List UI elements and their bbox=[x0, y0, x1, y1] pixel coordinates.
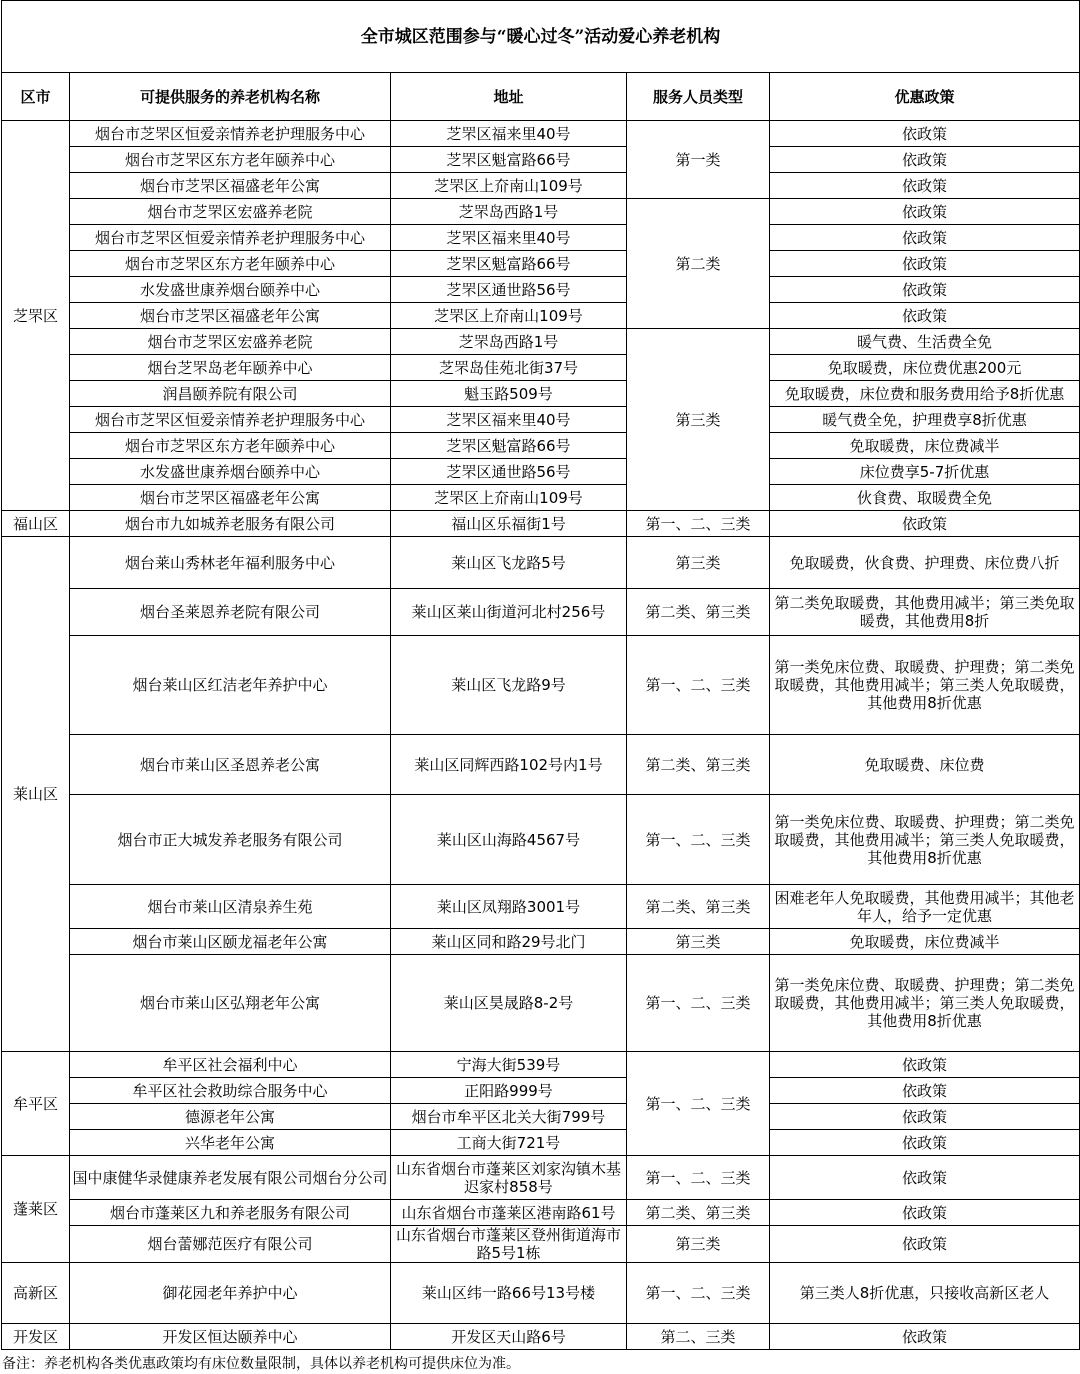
institution-name-cell: 烟台市芝罘区东方老年颐养中心 bbox=[70, 433, 391, 459]
table-row bbox=[2, 121, 1080, 147]
service-type-cell: 第一、二、三类 bbox=[627, 795, 770, 885]
institution-name-cell: 水发盛世康养烟台颐养中心 bbox=[70, 277, 391, 303]
table-row bbox=[2, 277, 1080, 303]
table-row bbox=[2, 173, 1080, 199]
policy-cell: 依政策 bbox=[770, 1156, 1080, 1200]
service-type-cell: 第一、二、三类 bbox=[627, 1052, 770, 1156]
institution-name-cell: 烟台市芝罘区宏盛养老院 bbox=[70, 329, 391, 355]
policy-cell: 依政策 bbox=[770, 147, 1080, 173]
institution-name-cell: 烟台芝罘岛老年颐养中心 bbox=[70, 355, 391, 381]
service-type-cell: 第二类、第三类 bbox=[627, 735, 770, 795]
institution-name-cell: 御花园老年养护中心 bbox=[70, 1263, 391, 1324]
institution-name-cell: 烟台市九如城养老服务有限公司 bbox=[70, 511, 391, 537]
table-row bbox=[2, 1324, 1080, 1350]
address-cell: 正阳路999号 bbox=[391, 1078, 627, 1104]
policy-cell: 第一类免床位费、取暖费、护理费；第二类免取暖费，其他费用减半；第三类人免取暖费，其他费用8折优惠 bbox=[770, 636, 1080, 735]
institution-name-cell: 烟台蕾娜范医疗有限公司 bbox=[70, 1226, 391, 1263]
service-type-cell: 第一类 bbox=[627, 121, 770, 199]
institution-name-cell: 烟台莱山秀林老年福利服务中心 bbox=[70, 537, 391, 589]
institution-name-cell: 烟台市芝罘区福盛老年公寓 bbox=[70, 303, 391, 329]
service-type-cell: 第一、二、三类 bbox=[627, 1263, 770, 1324]
policy-cell: 第一类免床位费、取暖费、护理费；第二类免取暖费，其他费用减半；第三类人免取暖费，其他费用8折优惠 bbox=[770, 795, 1080, 885]
service-type-cell: 第一、二、三类 bbox=[627, 511, 770, 537]
policy-cell: 依政策 bbox=[770, 1104, 1080, 1130]
policy-cell: 依政策 bbox=[770, 1324, 1080, 1350]
district-cell: 牟平区 bbox=[2, 1052, 70, 1156]
service-type-cell: 第三类 bbox=[627, 329, 770, 511]
address-cell: 芝罘区通世路56号 bbox=[391, 459, 627, 485]
table-row bbox=[2, 1226, 1080, 1263]
address-cell: 芝罘区福来里40号 bbox=[391, 121, 627, 147]
header-policy: 优惠政策 bbox=[770, 73, 1080, 121]
institution-name-cell: 牟平区社会救助综合服务中心 bbox=[70, 1078, 391, 1104]
address-cell: 莱山区同和路29号北门 bbox=[391, 929, 627, 955]
table-row bbox=[2, 885, 1080, 929]
footnote: 备注：养老机构各类优惠政策均有床位数量限制，具体以养老机构可提供床位为准。 bbox=[2, 1356, 520, 1372]
header-institution-name: 可提供服务的养老机构名称 bbox=[70, 73, 391, 121]
service-type-cell: 第二类、第三类 bbox=[627, 589, 770, 636]
policy-cell: 依政策 bbox=[770, 199, 1080, 225]
policy-cell: 暖气费全免，护理费享8折优惠 bbox=[770, 407, 1080, 433]
institution-name-cell: 水发盛世康养烟台颐养中心 bbox=[70, 459, 391, 485]
district-cell: 莱山区 bbox=[2, 537, 70, 1052]
table-row bbox=[2, 1104, 1080, 1130]
institution-name-cell: 国中康健华录健康养老发展有限公司烟台分公司 bbox=[70, 1156, 391, 1200]
address-cell: 莱山区莱山街道河北村256号 bbox=[391, 589, 627, 636]
address-cell: 工商大街721号 bbox=[391, 1130, 627, 1156]
district-cell: 芝罘区 bbox=[2, 121, 70, 511]
institution-name-cell: 烟台市芝罘区东方老年颐养中心 bbox=[70, 147, 391, 173]
policy-cell: 暖气费、生活费全免 bbox=[770, 329, 1080, 355]
policy-cell: 依政策 bbox=[770, 511, 1080, 537]
table-row bbox=[2, 381, 1080, 407]
address-cell: 福山区乐福街1号 bbox=[391, 511, 627, 537]
institution-name-cell: 兴华老年公寓 bbox=[70, 1130, 391, 1156]
address-cell: 莱山区同辉西路102号内1号 bbox=[391, 735, 627, 795]
institution-name-cell: 烟台市芝罘区福盛老年公寓 bbox=[70, 485, 391, 511]
policy-cell: 免取暖费，床位费优惠200元 bbox=[770, 355, 1080, 381]
table-row bbox=[2, 199, 1080, 225]
address-cell: 芝罘区上夼南山109号 bbox=[391, 485, 627, 511]
service-type-cell: 第二、三类 bbox=[627, 1324, 770, 1350]
service-type-cell: 第二类 bbox=[627, 199, 770, 329]
policy-cell: 第二类免取暖费，其他费用减半；第三类免取暖费，其他费用8折 bbox=[770, 589, 1080, 636]
address-cell: 芝罘岛佳苑北街37号 bbox=[391, 355, 627, 381]
institution-name-cell: 烟台圣莱恩养老院有限公司 bbox=[70, 589, 391, 636]
address-cell: 芝罘岛西路1号 bbox=[391, 329, 627, 355]
policy-cell: 依政策 bbox=[770, 1078, 1080, 1104]
address-cell: 山东省烟台市蓬莱区刘家沟镇木基迟家村858号 bbox=[391, 1156, 627, 1200]
policy-cell: 依政策 bbox=[770, 173, 1080, 199]
policy-cell: 依政策 bbox=[770, 121, 1080, 147]
institution-name-cell: 烟台市莱山区清泉养生苑 bbox=[70, 885, 391, 929]
institution-name-cell: 德源老年公寓 bbox=[70, 1104, 391, 1130]
table-row bbox=[2, 251, 1080, 277]
service-type-cell: 第三类 bbox=[627, 929, 770, 955]
institution-table bbox=[1, 0, 1080, 1350]
address-cell: 芝罘区上夼南山109号 bbox=[391, 303, 627, 329]
policy-cell: 依政策 bbox=[770, 1130, 1080, 1156]
district-cell: 福山区 bbox=[2, 511, 70, 537]
institution-name-cell: 烟台莱山区红洁老年养护中心 bbox=[70, 636, 391, 735]
policy-cell: 第三类人8折优惠，只接收高新区老人 bbox=[770, 1263, 1080, 1324]
table-row bbox=[2, 795, 1080, 885]
table-row bbox=[2, 1052, 1080, 1078]
header-service-type: 服务人员类型 bbox=[627, 73, 770, 121]
policy-cell: 床位费享5-7折优惠 bbox=[770, 459, 1080, 485]
table-row bbox=[2, 537, 1080, 589]
policy-cell: 免取暖费，床位费和服务费用给予8折优惠 bbox=[770, 381, 1080, 407]
service-type-cell: 第一、二、三类 bbox=[627, 1156, 770, 1200]
address-cell: 山东省烟台市蓬莱区登州街道海市路5号1栋 bbox=[391, 1226, 627, 1263]
policy-cell: 伙食费、取暖费全免 bbox=[770, 485, 1080, 511]
table-row bbox=[2, 589, 1080, 636]
policy-cell: 依政策 bbox=[770, 303, 1080, 329]
table-row bbox=[2, 225, 1080, 251]
policy-cell: 第一类免床位费、取暖费、护理费；第二类免取暖费，其他费用减半；第三类人免取暖费，其他费用8折优惠 bbox=[770, 955, 1080, 1052]
table-row bbox=[2, 1263, 1080, 1324]
district-cell: 蓬莱区 bbox=[2, 1156, 70, 1263]
service-type-cell: 第一、二、三类 bbox=[627, 636, 770, 735]
table-row bbox=[2, 1130, 1080, 1156]
address-cell: 芝罘岛西路1号 bbox=[391, 199, 627, 225]
header-row bbox=[2, 73, 1080, 121]
table-row bbox=[2, 433, 1080, 459]
service-type-cell: 第三类 bbox=[627, 537, 770, 589]
service-type-cell: 第二类、第三类 bbox=[627, 885, 770, 929]
district-cell: 高新区 bbox=[2, 1263, 70, 1324]
institution-name-cell: 牟平区社会福利中心 bbox=[70, 1052, 391, 1078]
service-type-cell: 第三类 bbox=[627, 1226, 770, 1263]
table-row bbox=[2, 147, 1080, 173]
table-row bbox=[2, 407, 1080, 433]
table-row bbox=[2, 355, 1080, 381]
table-row bbox=[2, 485, 1080, 511]
address-cell: 莱山区飞龙路5号 bbox=[391, 537, 627, 589]
table-row bbox=[2, 929, 1080, 955]
policy-cell: 依政策 bbox=[770, 225, 1080, 251]
table-row bbox=[2, 1200, 1080, 1226]
table-row bbox=[2, 1156, 1080, 1200]
institution-name-cell: 烟台市莱山区弘翔老年公寓 bbox=[70, 955, 391, 1052]
institution-name-cell: 烟台市芝罘区恒爱亲情养老护理服务中心 bbox=[70, 121, 391, 147]
address-cell: 芝罘区通世路56号 bbox=[391, 277, 627, 303]
policy-cell: 依政策 bbox=[770, 277, 1080, 303]
address-cell: 莱山区飞龙路9号 bbox=[391, 636, 627, 735]
table-row bbox=[2, 511, 1080, 537]
address-cell: 莱山区纬一路66号13号楼 bbox=[391, 1263, 627, 1324]
table-row bbox=[2, 303, 1080, 329]
address-cell: 烟台市牟平区北关大街799号 bbox=[391, 1104, 627, 1130]
address-cell: 魁玉路509号 bbox=[391, 381, 627, 407]
address-cell: 芝罘区魁富路66号 bbox=[391, 147, 627, 173]
institution-name-cell: 开发区恒达颐养中心 bbox=[70, 1324, 391, 1350]
address-cell: 芝罘区魁富路66号 bbox=[391, 251, 627, 277]
policy-cell: 依政策 bbox=[770, 1052, 1080, 1078]
table-row bbox=[2, 329, 1080, 355]
address-cell: 芝罘区上夼南山109号 bbox=[391, 173, 627, 199]
title-row bbox=[2, 1, 1080, 73]
header-address: 地址 bbox=[391, 73, 627, 121]
institution-name-cell: 润昌颐养院有限公司 bbox=[70, 381, 391, 407]
service-type-cell: 第二类、第三类 bbox=[627, 1200, 770, 1226]
table-row bbox=[2, 459, 1080, 485]
address-cell: 莱山区山海路4567号 bbox=[391, 795, 627, 885]
address-cell: 莱山区昊晟路8-2号 bbox=[391, 955, 627, 1052]
address-cell: 开发区天山路6号 bbox=[391, 1324, 627, 1350]
policy-cell: 依政策 bbox=[770, 251, 1080, 277]
district-cell: 开发区 bbox=[2, 1324, 70, 1350]
institution-name-cell: 烟台市莱山区颐龙福老年公寓 bbox=[70, 929, 391, 955]
address-cell: 山东省烟台市蓬莱区港南路61号 bbox=[391, 1200, 627, 1226]
policy-cell: 免取暖费，床位费减半 bbox=[770, 929, 1080, 955]
address-cell: 莱山区凤翔路3001号 bbox=[391, 885, 627, 929]
policy-cell: 免取暖费，伙食费、护理费、床位费八折 bbox=[770, 537, 1080, 589]
table-row bbox=[2, 636, 1080, 735]
table-row bbox=[2, 1078, 1080, 1104]
institution-name-cell: 烟台市莱山区圣恩养老公寓 bbox=[70, 735, 391, 795]
address-cell: 芝罘区福来里40号 bbox=[391, 407, 627, 433]
institution-name-cell: 烟台市芝罘区东方老年颐养中心 bbox=[70, 251, 391, 277]
institution-name-cell: 烟台市正大城发养老服务有限公司 bbox=[70, 795, 391, 885]
address-cell: 芝罘区魁富路66号 bbox=[391, 433, 627, 459]
service-type-cell: 第一、二、三类 bbox=[627, 955, 770, 1052]
institution-name-cell: 烟台市蓬莱区九和养老服务有限公司 bbox=[70, 1200, 391, 1226]
address-cell: 宁海大街539号 bbox=[391, 1052, 627, 1078]
institution-name-cell: 烟台市芝罘区宏盛养老院 bbox=[70, 199, 391, 225]
table-row bbox=[2, 955, 1080, 1052]
policy-cell: 依政策 bbox=[770, 1226, 1080, 1263]
table-row bbox=[2, 735, 1080, 795]
institution-name-cell: 烟台市芝罘区福盛老年公寓 bbox=[70, 173, 391, 199]
header-district: 区市 bbox=[2, 73, 70, 121]
policy-cell: 困难老年人免取暖费，其他费用减半；其他老年人，给予一定优惠 bbox=[770, 885, 1080, 929]
institution-name-cell: 烟台市芝罘区恒爱亲情养老护理服务中心 bbox=[70, 407, 391, 433]
institution-name-cell: 烟台市芝罘区恒爱亲情养老护理服务中心 bbox=[70, 225, 391, 251]
table-title: 全市城区范围参与“暖心过冬”活动爱心养老机构 bbox=[2, 1, 1080, 73]
policy-cell: 免取暖费，床位费减半 bbox=[770, 433, 1080, 459]
policy-cell: 免取暖费、床位费 bbox=[770, 735, 1080, 795]
policy-cell: 依政策 bbox=[770, 1200, 1080, 1226]
address-cell: 芝罘区福来里40号 bbox=[391, 225, 627, 251]
